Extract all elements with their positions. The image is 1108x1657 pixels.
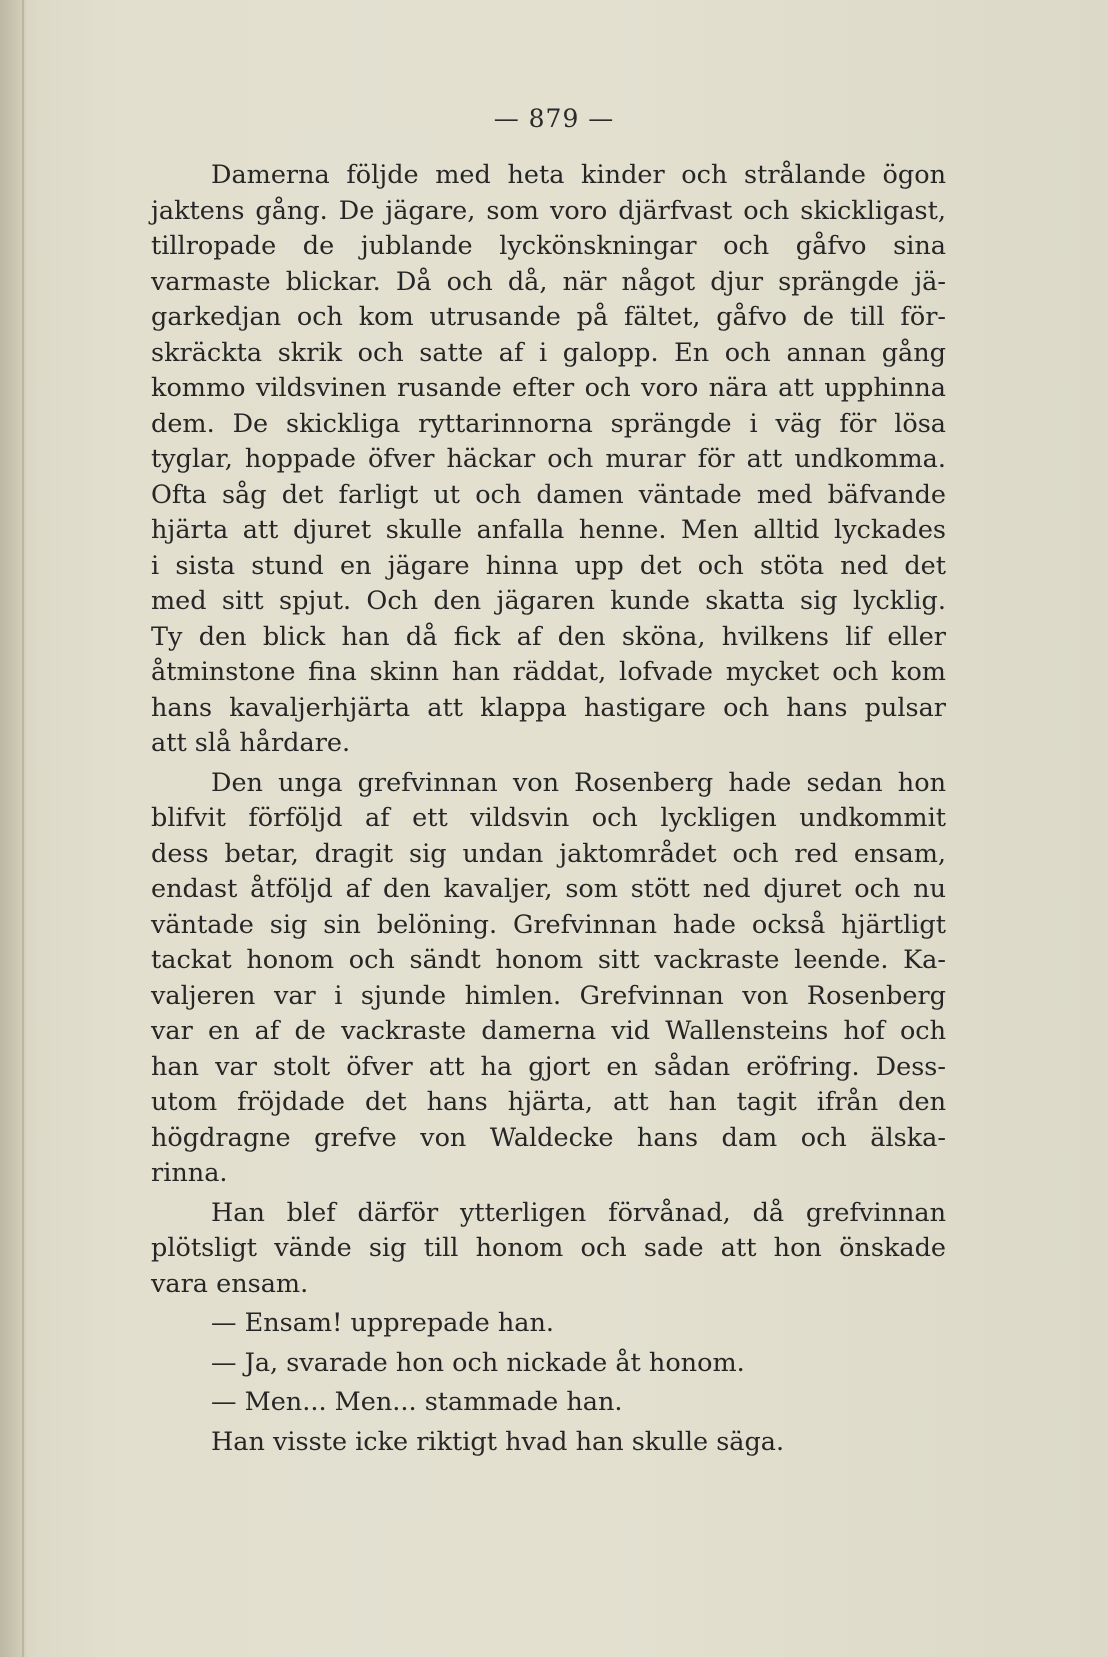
text-line: var en af de vackraste damerna vid Wallensteins hof och <box>151 1016 946 1046</box>
text-line: hans kavaljerhjärta att klappa hastigare och hans pulsar <box>151 692 946 723</box>
text-line: Ty den blick han då fick af den sköna, hvilkens lif eller <box>151 621 946 652</box>
text-line: dess betar, dragit sig undan jaktområdet och red ensam, <box>151 838 946 869</box>
text-line: han var stolt öfver att ha gjort en sådan eröfring. Dess- <box>151 1051 946 1082</box>
dialogue-line: — Ja, svarade hon och nickade åt honom. <box>211 1347 745 1378</box>
text-line: skräckta skrik och satte af i galopp. En och annan gång <box>151 337 946 368</box>
text-line: dem. De skickliga ryttarinnorna sprängde i väg för lösa <box>151 408 946 439</box>
text-line: vara ensam. <box>151 1268 309 1299</box>
text-line: Han visste icke riktigt hvad han skulle säga. <box>211 1426 785 1457</box>
text-line: att slå hårdare. <box>151 728 351 758</box>
text-line: Ofta såg det farligt ut och damen väntade med bäfvande <box>151 479 946 510</box>
text-line: garkedjan och kom utrusande på fältet, gåfvo de till för- <box>151 302 946 332</box>
text-line: varmaste blickar. Då och då, när något djur sprängde jä- <box>151 266 946 297</box>
paragraph-1 <box>151 158 946 762</box>
text-line: jaktens gång. De jägare, som voro djärfvast och skickligast, <box>151 195 946 226</box>
page-binding-line <box>22 0 24 1657</box>
text-line: tillropade de jublande lyckönskningar och gåfvo sina <box>151 231 946 261</box>
paragraph-4 <box>151 1306 946 1342</box>
paragraph-3 <box>151 1196 946 1303</box>
text-line: plötsligt vände sig till honom och sade att hon önskade <box>151 1233 946 1263</box>
text-line: endast åtföljd af den kavaljer, som stött ned djuret och nu <box>151 874 946 904</box>
paragraph-7 <box>151 1425 946 1461</box>
text-line: väntade sig sin belöning. Grefvinnan hade också hjärtligt <box>151 909 946 940</box>
text-line: tyglar, hoppade öfver häckar och murar för att undkomma. <box>151 444 946 474</box>
text-line: åtminstone fina skinn han räddat, lofvade mycket och kom <box>151 657 946 687</box>
text-line: utom fröjdade det hans hjärta, att han tagit ifrån den <box>151 1087 946 1117</box>
page-number: — 879 — <box>493 104 615 133</box>
text-line: Den unga grefvinnan von Rosenberg hade sedan hon <box>211 767 946 798</box>
text-line: Han blef därför ytterligen förvånad, då grefvinnan <box>211 1197 946 1228</box>
text-line: i sista stund en jägare hinna upp det och stöta ned det <box>151 550 946 581</box>
paragraph-6 <box>151 1385 946 1421</box>
text-line: rinna. <box>151 1158 228 1188</box>
text-line: kommo vildsvinen rusande efter och voro nära att upphinna <box>151 373 946 403</box>
text-line: högdragne grefve von Waldecke hans dam och älska- <box>151 1122 946 1153</box>
text-line: med sitt spjut. Och den jägaren kunde skatta sig lycklig. <box>151 586 946 616</box>
text-line: tackat honom och sändt honom sitt vackraste leende. Ka- <box>151 945 946 975</box>
text-line: Damerna följde med heta kinder och strålande ögon <box>211 160 946 190</box>
paragraph-2 <box>151 766 946 1192</box>
dialogue-line: — Ensam! upprepade han. <box>211 1308 555 1338</box>
text-line: hjärta att djuret skulle anfalla henne. Men alltid lyckades <box>151 515 946 545</box>
text-line: valjeren var i sjunde himlen. Grefvinnan von Rosenberg <box>151 980 946 1011</box>
text-line: blifvit förföljd af ett vildsvin och lyckligen undkommit <box>151 803 946 833</box>
paragraph-5 <box>151 1346 946 1382</box>
dialogue-line: — Men... Men... stammade han. <box>211 1387 623 1417</box>
body-text <box>151 158 946 1464</box>
